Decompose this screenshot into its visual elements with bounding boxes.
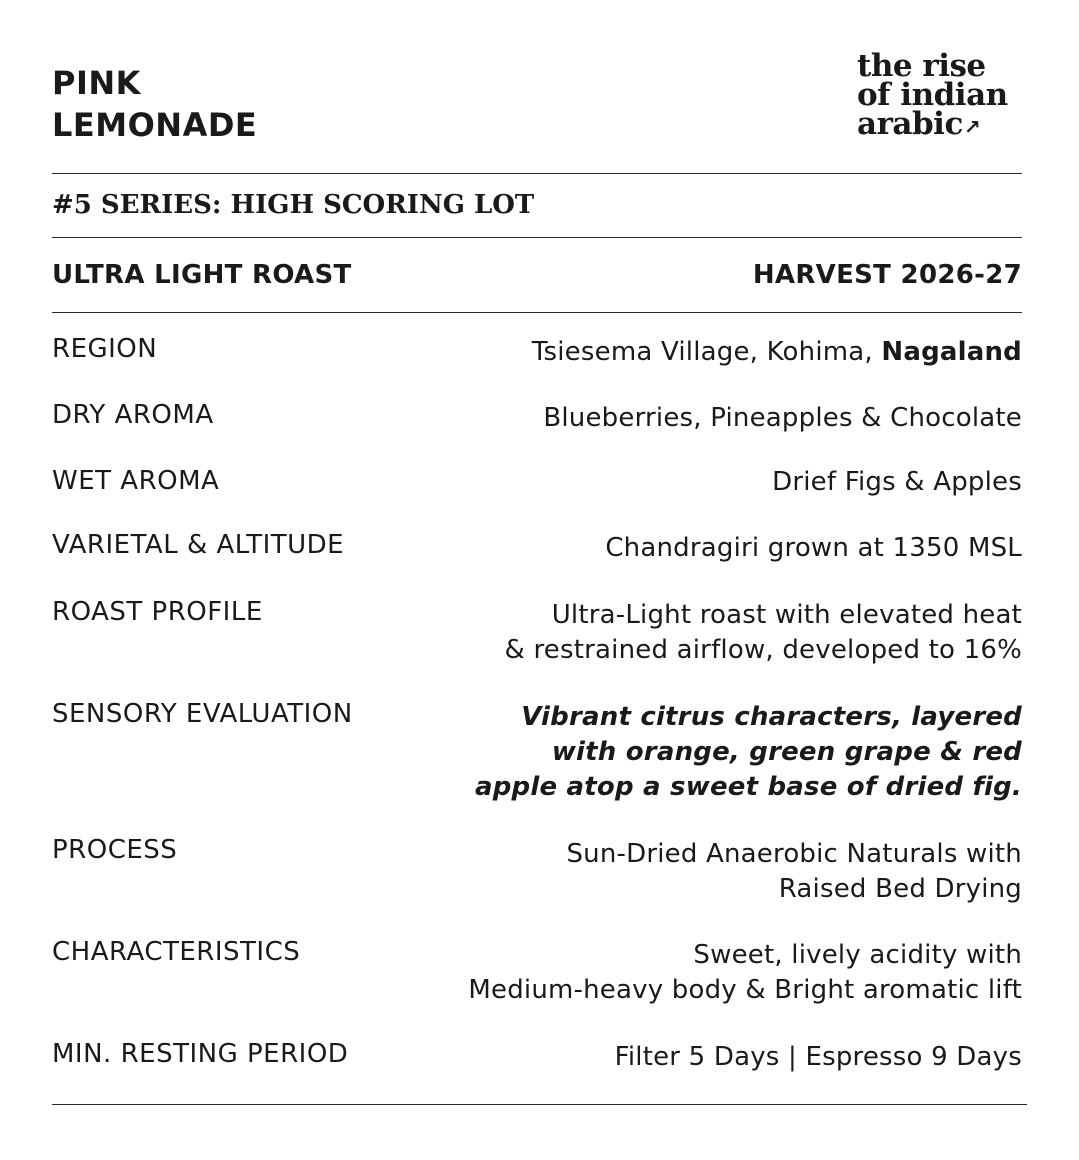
wet-aroma-label: WET AROMA	[52, 466, 220, 496]
wet-aroma-value: Drief Figs & Apples	[772, 467, 1022, 497]
roast-profile-value: Ultra-Light roast with elevated heat & restrained airflow, developed to 16%	[504, 600, 1022, 665]
characteristics-label: CHARACTERISTICS	[52, 937, 301, 967]
varietal-value: Chandragiri grown at 1350 MSL	[605, 533, 1022, 563]
divider-2	[52, 237, 1022, 238]
divider-3	[52, 312, 1022, 313]
process-label: PROCESS	[52, 835, 178, 865]
resting-label: MIN. RESTING PERIOD	[52, 1039, 349, 1069]
brand-logo	[857, 48, 1027, 142]
region-value-bold: Nagaland	[881, 337, 1022, 367]
title-line-1: PINK	[52, 64, 141, 102]
region-value	[532, 335, 1022, 370]
divider-1	[52, 173, 1022, 174]
region-label: REGION	[52, 334, 158, 364]
divider-bottom	[52, 1104, 1027, 1105]
logo-line-1: the rise	[857, 48, 986, 84]
resting-value: Filter 5 Days | Espresso 9 Days	[614, 1042, 1022, 1072]
logo-line-2: of indian	[857, 77, 1008, 113]
sensory-label: SENSORY EVALUATION	[52, 699, 353, 729]
sensory-value: Vibrant citrus characters, layered with orange, green grape & red apple atop a sweet base of dried fig.	[474, 702, 1022, 802]
harvest-year: HARVEST 2026-27	[752, 260, 1022, 290]
series-heading: #5 SERIES: HIGH SCORING LOT	[52, 190, 535, 220]
roast-level: ULTRA LIGHT ROAST	[52, 260, 352, 290]
logo-line-3: arabic↗	[857, 106, 981, 142]
arrow-up-right-icon: ↗	[963, 115, 981, 139]
process-value: Sun-Dried Anaerobic Naturals with Raised Bed Drying	[566, 839, 1022, 904]
characteristics-value: Sweet, lively acidity with Medium-heavy body & Bright aromatic lift	[468, 940, 1022, 1005]
varietal-label: VARIETAL & ALTITUDE	[52, 530, 345, 560]
dry-aroma-value: Blueberries, Pineapples & Chocolate	[543, 403, 1022, 433]
dry-aroma-label: DRY AROMA	[52, 400, 214, 430]
roast-profile-label: ROAST PROFILE	[52, 597, 263, 627]
title-line-2: LEMONADE	[52, 106, 258, 144]
page-title	[52, 62, 257, 146]
region-value-plain: Tsiesema Village, Kohima,	[531, 337, 882, 367]
